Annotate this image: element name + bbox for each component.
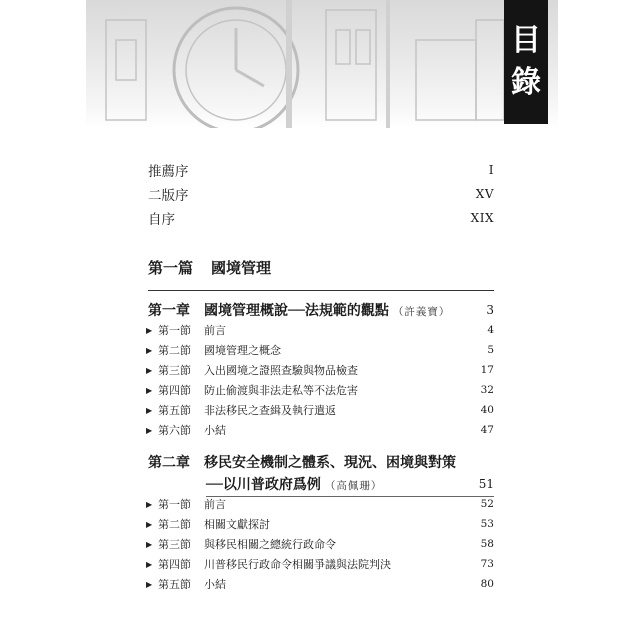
section-number: 第六節: [158, 424, 191, 437]
entry-page: 80: [480, 578, 494, 590]
toc-entry-chapter-2[interactable]: [148, 450, 494, 474]
section-number: 第四節: [158, 558, 191, 571]
entry-page: 4: [487, 324, 494, 336]
triangle-right-icon: ▶: [146, 405, 153, 415]
toc-entry-preface-1[interactable]: [148, 158, 494, 182]
triangle-right-icon: ▶: [146, 425, 153, 435]
triangle-right-icon: ▶: [146, 539, 153, 549]
section-number: 第四節: [158, 384, 191, 397]
entry-page: XV: [475, 187, 494, 201]
entry-page: 5: [487, 344, 494, 356]
toc-title: [504, 0, 548, 124]
section-title: 入出國境之證照查驗與物品檢查: [204, 364, 358, 377]
chapter-subtitle: ──以川普政府爲例: [206, 477, 321, 493]
section-title: 防止偷渡與非法走私等不法危害: [204, 384, 358, 397]
chapter-number: 第一章: [148, 303, 190, 319]
section-number: 第五節: [158, 578, 191, 591]
entry-page: 32: [480, 384, 494, 396]
section-number: 第一節: [158, 324, 191, 337]
triangle-right-icon: ▶: [146, 559, 153, 569]
section-title: 川普移民行政命令相關爭議與法院判決: [204, 558, 391, 571]
toc-entry-section[interactable]: [148, 534, 494, 554]
toc-entry-preface-3[interactable]: [148, 206, 494, 230]
entry-page: I: [488, 163, 494, 177]
toc-entry-section[interactable]: [148, 514, 494, 534]
chapter-number: 第二章: [148, 455, 190, 471]
section-title: 前言: [204, 324, 226, 337]
entry-page: 47: [480, 424, 494, 436]
toc-entry-section[interactable]: [148, 420, 494, 440]
section-title: 非法移民之查緝及執行遣返: [204, 404, 336, 417]
entry-page: 53: [480, 518, 494, 530]
toc-entry-section[interactable]: [148, 360, 494, 380]
section-number: 第三節: [158, 538, 191, 551]
entry-page: 73: [480, 558, 494, 570]
toc-entry-section[interactable]: [148, 554, 494, 574]
part-heading: [148, 254, 271, 280]
chapter-author: （高佩珊）: [324, 480, 383, 492]
entry-page: 17: [480, 364, 494, 376]
section-number: 第三節: [158, 364, 191, 377]
triangle-right-icon: ▶: [146, 499, 153, 509]
toc-entry-chapter-2-line2[interactable]: [148, 472, 494, 496]
title-char-2: 錄: [511, 65, 541, 100]
triangle-right-icon: ▶: [146, 579, 153, 589]
toc-entry-section[interactable]: [148, 380, 494, 400]
chapter-author: （許義寶）: [392, 306, 451, 318]
title-char-1: 目: [511, 23, 541, 58]
entry-page: 51: [478, 477, 494, 491]
toc-entry-section[interactable]: [148, 494, 494, 514]
triangle-right-icon: ▶: [146, 519, 153, 529]
entry-title: 二版序: [148, 188, 189, 204]
entry-page: XIX: [470, 211, 494, 225]
divider: [148, 290, 494, 291]
toc-entry-section[interactable]: [148, 574, 494, 594]
section-title: 國境管理之概念: [204, 344, 281, 357]
toc-entry-section[interactable]: [148, 340, 494, 360]
section-title: 前言: [204, 498, 226, 511]
triangle-right-icon: ▶: [146, 325, 153, 335]
toc-entry-section[interactable]: [148, 400, 494, 420]
section-number: 第二節: [158, 344, 191, 357]
header-banner: [86, 0, 558, 128]
chapter-title: 國境管理概說──法規範的觀點: [204, 303, 389, 319]
entry-page: 58: [480, 538, 494, 550]
entry-title: 自序: [148, 212, 175, 228]
clock-tower-illustration: [86, 0, 558, 128]
section-title: 小結: [204, 578, 226, 591]
toc-entry-section[interactable]: [148, 320, 494, 340]
section-number: 第二節: [158, 518, 191, 531]
triangle-right-icon: ▶: [146, 385, 153, 395]
entry-title: 推薦序: [148, 164, 189, 180]
entry-page: 52: [480, 498, 494, 510]
triangle-right-icon: ▶: [146, 365, 153, 375]
toc-entry-preface-2[interactable]: [148, 182, 494, 206]
part-number: 第一篇: [148, 258, 194, 277]
section-title: 相關文獻探討: [204, 518, 270, 531]
toc-entry-chapter-1[interactable]: [148, 298, 494, 322]
section-title: 與移民相關之總統行政命令: [204, 538, 336, 551]
section-title: 小結: [204, 424, 226, 437]
section-number: 第一節: [158, 498, 191, 511]
entry-page: 40: [480, 404, 494, 416]
section-number: 第五節: [158, 404, 191, 417]
triangle-right-icon: ▶: [146, 345, 153, 355]
entry-page: 3: [486, 303, 494, 317]
chapter-title: 移民安全機制之體系、現況、困境與對策: [204, 455, 456, 471]
part-title: 國境管理: [211, 258, 272, 277]
